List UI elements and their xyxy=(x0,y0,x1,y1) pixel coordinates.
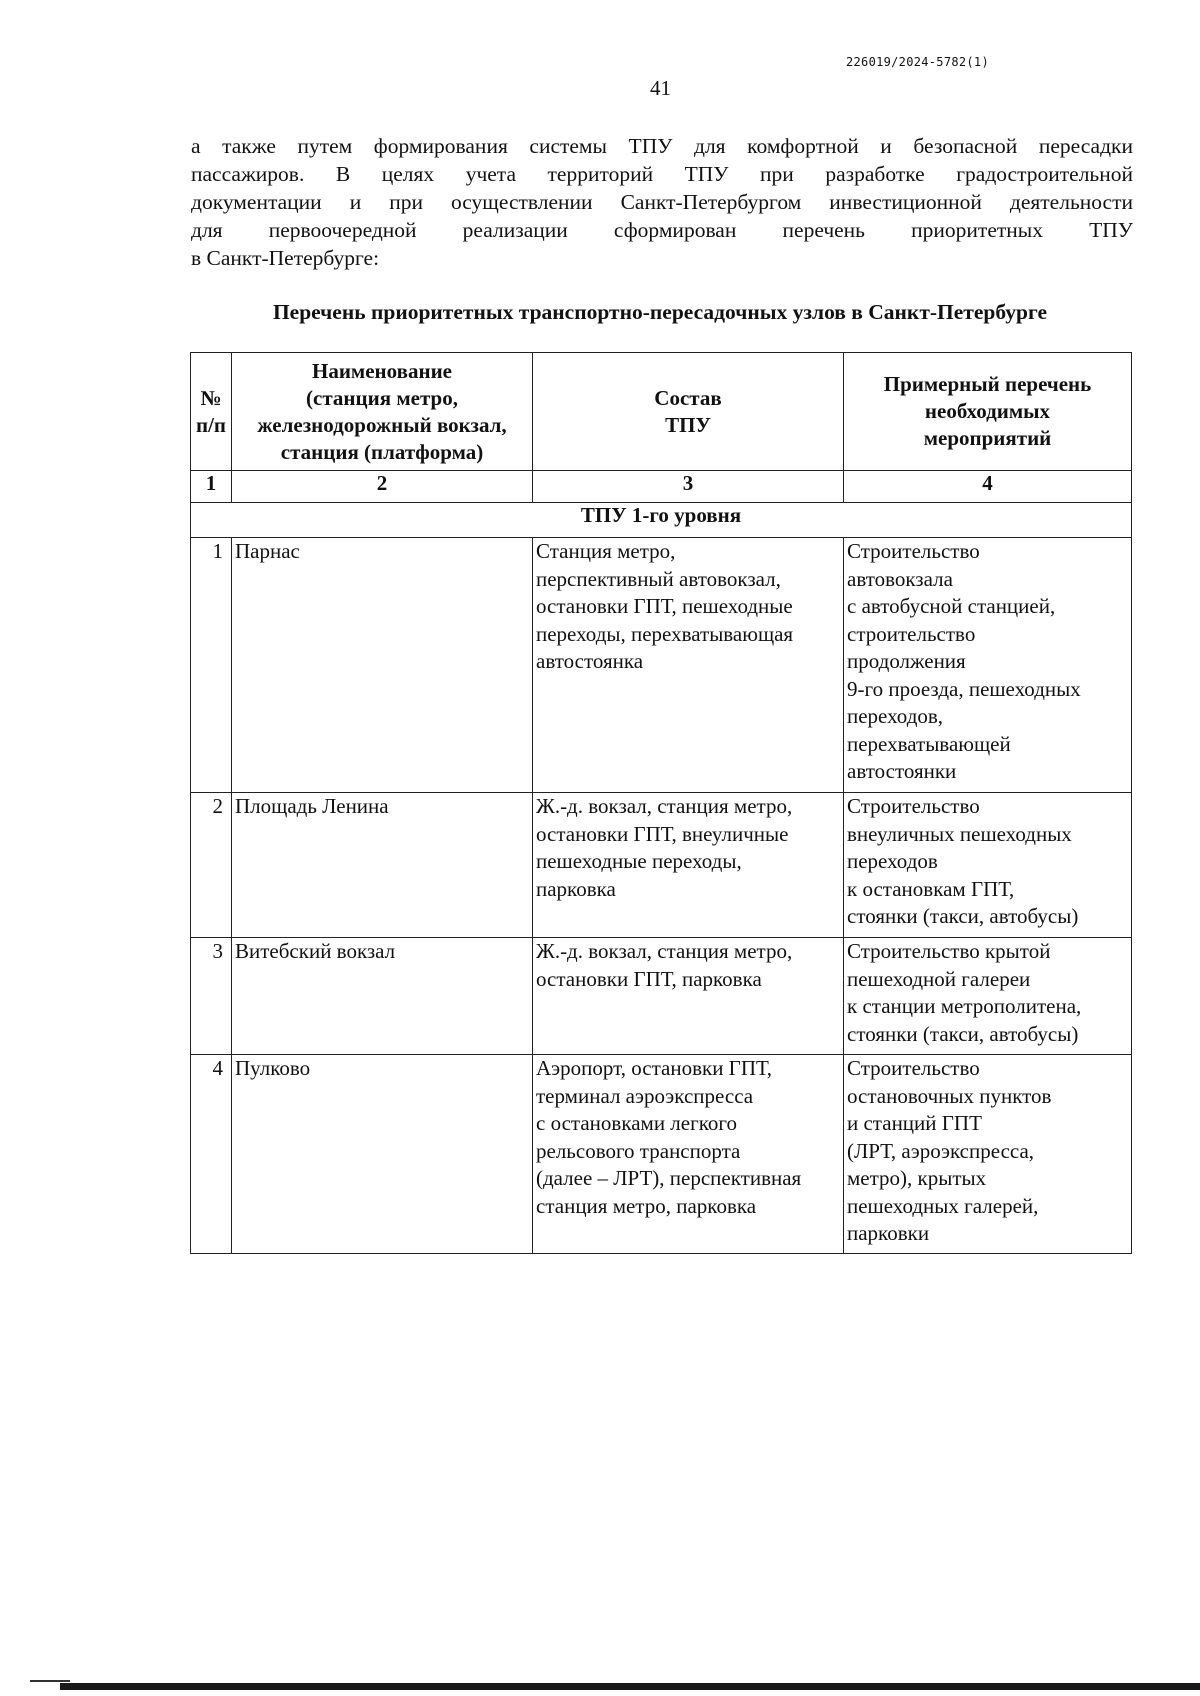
header-number xyxy=(191,353,232,471)
table-row xyxy=(191,793,1132,938)
row-measures xyxy=(844,793,1132,938)
header-line: Примерный перечень xyxy=(883,372,1092,396)
column-number: 4 xyxy=(844,471,1132,503)
cell-line: метро), крытых xyxy=(847,1166,987,1190)
intro-line: пассажиров. В целях учета территорий ТПУ при разработке градостроительной xyxy=(191,162,1133,186)
intro-paragraph xyxy=(191,132,1133,272)
cell-line: остановочных пунктов xyxy=(847,1083,1052,1108)
scan-artifact xyxy=(60,1683,1200,1690)
row-number: 1 xyxy=(191,538,232,793)
cell-line: остановки ГПТ, парковка xyxy=(536,966,762,991)
header-line: ТПУ xyxy=(665,412,711,437)
cell-line: внеуличных пешеходных xyxy=(847,821,1072,846)
cell-line: Строительство xyxy=(847,539,980,563)
cell-line: парковки xyxy=(847,1221,930,1245)
cell-line: перехватывающей xyxy=(847,731,1011,756)
row-measures xyxy=(844,538,1132,793)
cell-line: автовокзала xyxy=(847,566,953,591)
row-measures xyxy=(844,1055,1132,1254)
cell-line: перспективный автовокзал, xyxy=(536,566,781,591)
cell-line: продолжения xyxy=(847,649,966,673)
cell-line: пешеходных галерей, xyxy=(847,1193,1039,1218)
header-line: п/п xyxy=(195,412,227,437)
cell-line: станция метро, парковка xyxy=(536,1193,757,1218)
row-number: 2 xyxy=(191,793,232,938)
header-line: Состав xyxy=(654,385,722,410)
row-name: Пулково xyxy=(232,1055,533,1254)
cell-line: пешеходной галереи xyxy=(847,966,1031,991)
header-line: (станция метро, xyxy=(306,385,458,410)
cell-line: переходов xyxy=(847,849,938,873)
cell-line: Строительство xyxy=(847,1056,980,1080)
cell-line: строительство xyxy=(847,621,976,646)
row-number: 4 xyxy=(191,1055,232,1254)
cell-line: Станция метро, xyxy=(536,539,676,563)
cell-line: 9-го проезда, пешеходных xyxy=(847,676,1081,701)
cell-line: стоянки (такси, автобусы) xyxy=(847,1021,1079,1046)
cell-line: (ЛРТ, аэроэкспресса, xyxy=(847,1138,1035,1163)
header-line: № xyxy=(200,385,222,410)
cell-line: Ж.-д. вокзал, станция метро, xyxy=(536,794,793,818)
cell-line: автостоянка xyxy=(536,649,644,673)
row-name: Парнас xyxy=(232,538,533,793)
cell-line: с автобусной станцией, xyxy=(847,594,1056,618)
cell-line: терминал аэроэкспресса xyxy=(536,1083,754,1108)
cell-line: (далее – ЛРТ), перспективная xyxy=(536,1166,802,1190)
table-title: Перечень приоритетных транспортно-пересадочных узлов в Санкт-Петербурге xyxy=(272,300,1048,324)
cell-line: к остановкам ГПТ, xyxy=(847,876,1015,901)
header-line: станция (платформа) xyxy=(280,439,484,464)
intro-line: для первоочередной реализации сформирован перечень приоритетных ТПУ xyxy=(191,218,1133,242)
section-row xyxy=(191,503,1132,538)
section-label: ТПУ 1-го уровня xyxy=(191,503,1132,538)
intro-line: а также путем формирования системы ТПУ для комфортной и безопасной пересадки xyxy=(191,134,1133,158)
page-number: 41 xyxy=(650,76,671,100)
row-number: 3 xyxy=(191,938,232,1055)
table-row xyxy=(191,538,1132,793)
cell-line: Аэропорт, остановки ГПТ, xyxy=(536,1056,772,1080)
cell-line: и станций ГПТ xyxy=(847,1111,982,1135)
cell-line: пешеходные переходы, xyxy=(536,849,742,873)
cell-line: остановки ГПТ, пешеходные xyxy=(536,594,793,618)
cell-line: переходы, перехватывающая xyxy=(536,621,794,646)
cell-line: парковка xyxy=(536,876,616,901)
row-name: Витебский вокзал xyxy=(232,938,533,1055)
header-name xyxy=(232,353,533,471)
intro-line: документации и при осуществлении Санкт-Петербургом инвестиционной деятельности xyxy=(191,190,1133,214)
cell-line: переходов, xyxy=(847,704,944,728)
row-composition xyxy=(533,538,844,793)
row-measures xyxy=(844,938,1132,1055)
table-row xyxy=(191,1055,1132,1254)
tpu-table xyxy=(190,352,1132,1254)
scan-artifact xyxy=(30,1680,70,1682)
column-number-row xyxy=(191,471,1132,503)
cell-line: Строительство крытой xyxy=(847,939,1051,963)
row-composition xyxy=(533,938,844,1055)
column-number: 2 xyxy=(232,471,533,503)
header-line: необходимых xyxy=(924,399,1051,423)
table-row xyxy=(191,938,1132,1055)
row-composition xyxy=(533,1055,844,1254)
header-composition xyxy=(533,353,844,471)
cell-line: Строительство xyxy=(847,794,980,818)
header-line: железнодорожный вокзал, xyxy=(257,412,507,437)
column-number: 1 xyxy=(191,471,232,503)
row-composition xyxy=(533,793,844,938)
cell-line: стоянки (такси, автобусы) xyxy=(847,904,1079,928)
table-header-row xyxy=(191,353,1132,471)
header-line: Наименование xyxy=(312,358,452,383)
cell-line: автостоянки xyxy=(847,759,957,783)
cell-line: к станции метрополитена, xyxy=(847,994,1082,1018)
header-measures xyxy=(844,353,1132,471)
row-name: Площадь Ленина xyxy=(232,793,533,938)
cell-line: рельсового транспорта xyxy=(536,1138,741,1163)
cell-line: с остановками легкого xyxy=(536,1111,737,1135)
column-number: 3 xyxy=(533,471,844,503)
cell-line: Ж.-д. вокзал, станция метро, xyxy=(536,939,793,963)
document-id: 226019/2024-5782(1) xyxy=(846,55,989,69)
cell-line: остановки ГПТ, внеуличные xyxy=(536,821,789,846)
header-line: мероприятий xyxy=(923,426,1052,450)
intro-line: в Санкт-Петербурге: xyxy=(191,246,380,270)
